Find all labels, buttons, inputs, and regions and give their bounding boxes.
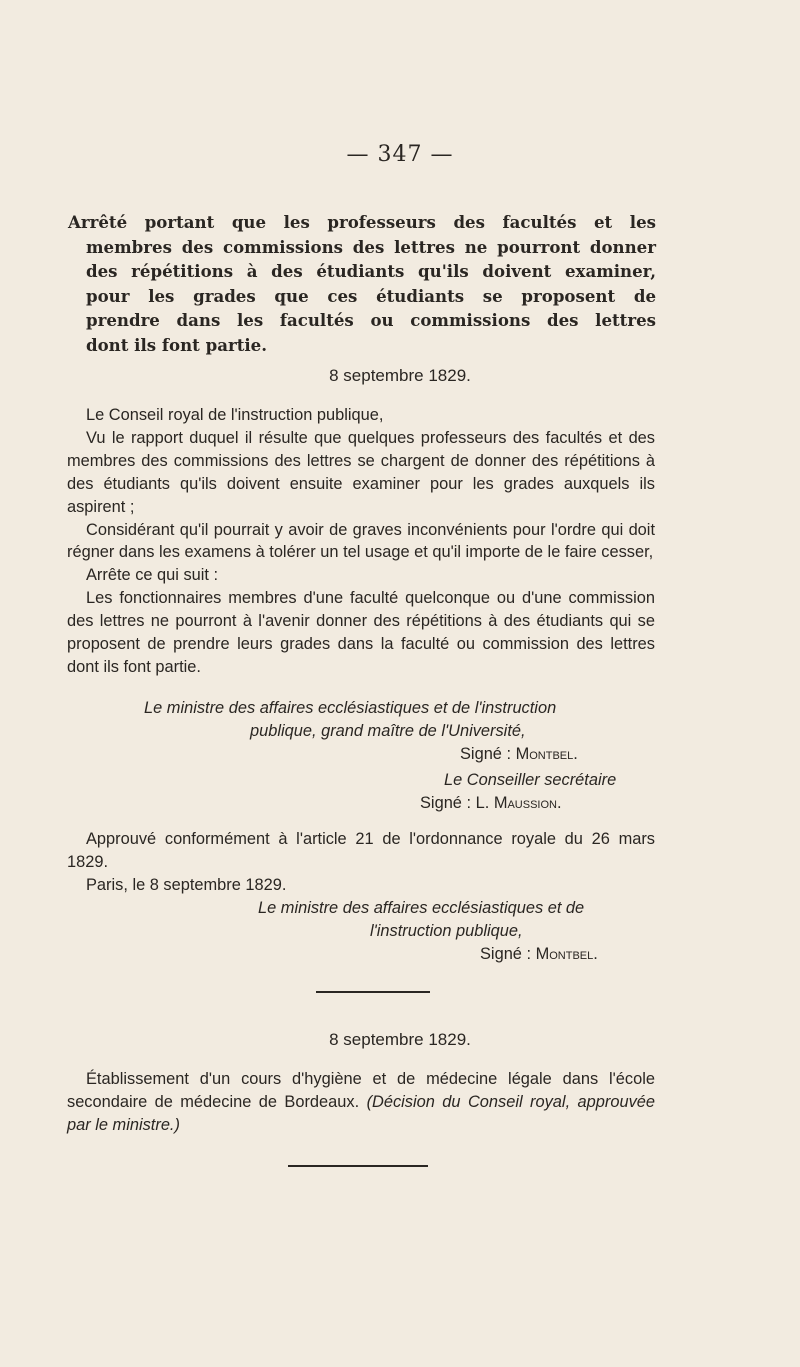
act-heading xyxy=(68,210,656,357)
paragraph: Vu le rapport duquel il résulte que quelques professeurs des facultés et des membres des commissions des lettres se chargent de donner des répétitions à des étudiants qu'ils doivent ensuite examiner pour les grades auxquels ils aspirent ; xyxy=(67,428,655,516)
page-number: — 347 — xyxy=(346,142,454,167)
paragraph: Les fonctionnaires membres d'une faculté quelconque ou d'une commission des lettres ne pourront à l'avenir donner des répétitions à des étudiants qui se proposent de prendre leurs grades dans la faculté ou commission des lettres dont ils font partie. xyxy=(67,589,655,676)
establishment-note: (Décision du Conseil royal, approuvée par le ministre.) xyxy=(67,1092,656,1134)
paragraph: Le Conseil royal de l'instruction publique, xyxy=(86,406,384,424)
heading-line: des répétitions à des étudiants qu'ils doivent examiner, xyxy=(86,261,656,281)
body-text xyxy=(67,404,655,679)
heading-line: Arrêté portant que les professeurs des facultés et les xyxy=(68,212,656,232)
heading-line: membres des commissions des lettres ne pourront donner xyxy=(86,236,656,257)
signed-label: Signé : xyxy=(480,945,536,963)
establishment-text: Établissement d'un cours d'hygiène et de médecine légale dans l'école secondaire de médecine de Bordeaux. xyxy=(67,1070,655,1111)
signature-2-title: Le Conseiller secrétaire xyxy=(444,771,617,789)
signature-3-title-cont: l'instruction publique, xyxy=(370,922,523,940)
heading-line: dont ils font partie. xyxy=(86,334,268,355)
approval-text xyxy=(67,828,655,897)
establishment-section xyxy=(67,1068,655,1137)
signature-1-title-cont: publique, grand maître de l'Université, xyxy=(250,722,526,740)
date-second: 8 septembre 1829. xyxy=(329,1030,471,1049)
signature-2-signed xyxy=(420,792,562,815)
section-divider xyxy=(316,991,430,993)
signatory-name: L. Maussion. xyxy=(475,794,562,812)
approval-paragraph: Approuvé conformément à l'article 21 de l'ordonnance royale du 26 mars 1829. xyxy=(67,830,655,871)
signed-label: Signé : xyxy=(420,794,476,812)
establishment-paragraph xyxy=(67,1068,655,1137)
signature-1-signed xyxy=(460,743,578,766)
signature-1-title: Le ministre des affaires ecclésiastiques et de l'instruction xyxy=(144,699,557,717)
section-divider-bottom xyxy=(288,1165,428,1167)
date-first: 8 septembre 1829. xyxy=(329,366,471,385)
paragraph: Considérant qu'il pourrait y avoir de graves inconvénients pour l'ordre qui doit régner dans les examens à tolérer un tel usage et qu'il importe de le faire cesser, xyxy=(67,520,655,562)
heading-line: prendre dans les facultés ou commissions des lettres xyxy=(86,310,656,330)
place-date: Paris, le 8 septembre 1829. xyxy=(86,875,287,894)
heading-line: pour les grades que ces étudiants se proposent de xyxy=(86,285,656,306)
signatory-name: Montbel. xyxy=(535,945,598,963)
paragraph: Arrête ce qui suit : xyxy=(86,566,219,585)
signature-3-signed xyxy=(480,943,598,966)
signature-3-title: Le ministre des affaires ecclésiastiques et de xyxy=(258,899,585,917)
signatory-name: Montbel. xyxy=(515,745,578,763)
signed-label: Signé : xyxy=(460,745,516,763)
